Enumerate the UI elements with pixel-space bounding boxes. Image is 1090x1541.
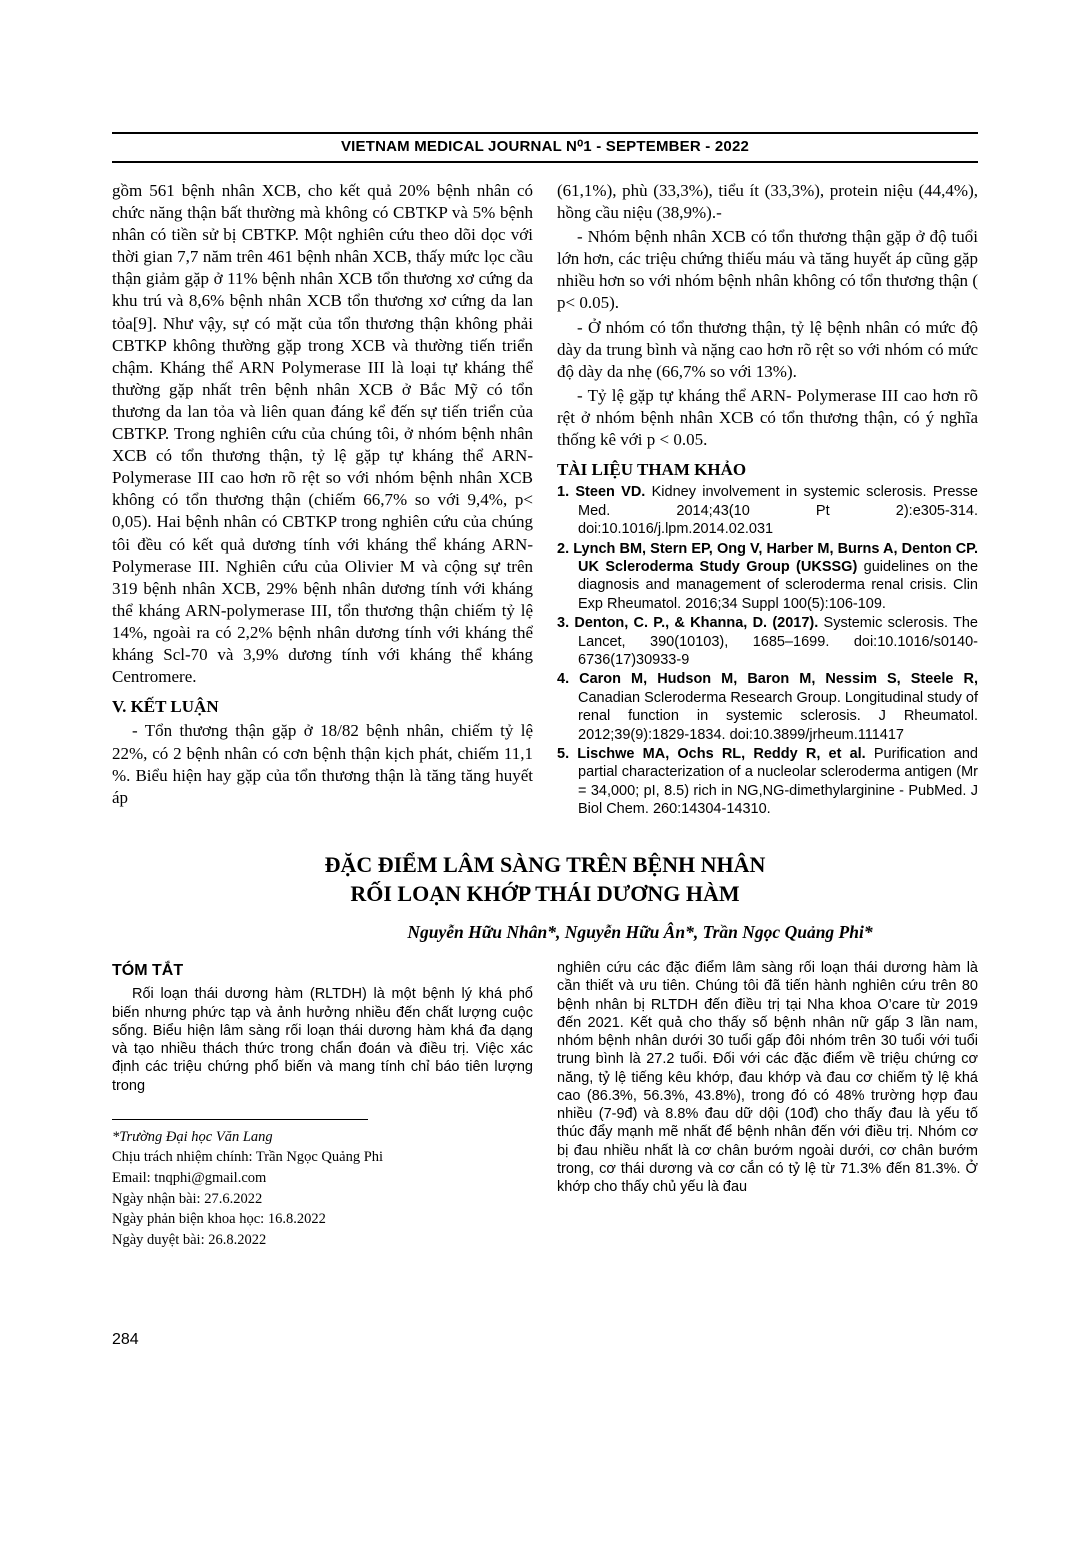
footnote	[112, 1127, 533, 1250]
reference-item	[557, 483, 978, 538]
article2-right-column	[557, 959, 978, 1250]
reference-item	[557, 614, 978, 669]
article2-title-line2: RỐI LOẠN KHỚP THÁI DƯƠNG HÀM	[350, 881, 740, 907]
footnote-received-date: Ngày nhận bài: 27.6.2022	[112, 1190, 263, 1207]
footnote-reviewed-date: Ngày phản biện khoa học: 16.8.2022	[112, 1211, 326, 1228]
article1-right-column	[557, 180, 978, 820]
reference-authors: 3. Denton, C. P., & Khanna, D. (2017).	[557, 615, 819, 632]
conclusion-heading: V. KẾT LUẬN	[112, 697, 219, 717]
abstract-heading: TÓM TẮT	[112, 962, 184, 980]
abstract-paragraph-right: nghiên cứu các đặc điểm lâm sàng rối loạn thái dương hàm là cần thiết và ưu tiên. Chúng tôi đã tiến hành nghiên cứu trên 80 bệnh nhân bị RLTDH đến điều trị tại Nha khoa O’care từ 2019 đến 2021. Kết quả cho thấy số bệnh nhân nữ gấp 3 lần nam, nhóm bệnh nhân dưới 30 tuổi gấp đôi nhóm trên 30 tuổi với tuổi trung bình là 27.2 tuổi. Đối với các đặc điểm về triệu chứng cơ năng, tỷ lệ tiếng kêu khớp, đau khớp và đau cơ chiếm tỷ lệ khá cao (86.3%, 56.3%, 43.8%), trong đó có 48% trường hợp đau nhiều (7-9đ) và 8.8% đau dữ dội (10đ) cho thấy đau là yếu tố thúc đẩy mạnh mẽ nhất để bệnh nhân đến với điều trị. Nhóm cơ bị đau nhiều nhất là cơ chân bướm ngoài dưới, cơ chân bướm trong, cơ thái dương và cơ cắn có tỷ lệ từ 71.3% đến 81.3%. Ở khớp cho thấy chủ yếu là đau	[557, 960, 978, 1196]
footnote-rule	[112, 1119, 368, 1120]
conclusion-bullet: - Tỷ lệ gặp tự kháng thể ARN- Polymerase III cao hơn rõ rệt ở nhóm bệnh nhân XCB có tổn thương thận, có ý nghĩa thống kê với p < 0.05.	[557, 385, 978, 450]
footnote-affiliation: *Trường Đại học Văn Lang	[112, 1128, 273, 1145]
reference-item	[557, 745, 978, 819]
conclusion-bullet: - Ở nhóm có tổn thương thận, tỷ lệ bệnh nhân có mức độ dày da trung bình và nặng cao hơn rõ rệt so với nhóm có mức độ dày da nhẹ (66,7% so với 13%).	[557, 317, 978, 381]
conclusion-paragraph: - Tổn thương thận gặp ở 18/82 bệnh nhân, chiếm tỷ lệ 22%, có 2 bệnh nhân có cơn bệnh thận kịch phát, chiếm 11,1 %. Biểu hiện hay gặp của tổn thương thận là tăng tăng huyết áp	[112, 721, 533, 807]
reference-authors: 2. Lynch BM, Stern EP, Ong V, Harber M, Burns A, Denton CP. UK Scleroderma Study Group (UKSSG)	[557, 540, 978, 575]
reference-authors: 5. Lischwe MA, Ochs RL, Reddy R, et al.	[557, 746, 866, 763]
article2-authors: Nguyễn Hữu Nhân*, Nguyễn Hữu Ân*, Trần Ngọc Quảng Phi*	[407, 922, 873, 943]
reference-item	[557, 670, 978, 744]
article1-section	[112, 180, 978, 820]
conclusion-bullet: - Nhóm bệnh nhân XCB có tổn thương thận gặp ở độ tuổi lớn hơn, các triệu chứng thiếu máu và tăng huyết áp cũng gặp nhiều hơn so với nhóm bệnh nhân không có tổn thương thận ( p< 0.05).	[557, 227, 978, 313]
footnote-responsible: Chịu trách nhiệm chính: Trần Ngọc Quảng Phi	[112, 1149, 384, 1166]
conclusion-continuation: (61,1%), phù (33,3%), tiểu ít (33,3%), protein niệu (44,4%), hồng cầu niệu (38,9%).-	[557, 181, 978, 223]
reference-item	[557, 540, 978, 614]
reference-text: Canadian Scleroderma Research Group. Longitudinal study of renal function in systemic sclerosis. J Rheumatol. 2012;39(9):1829-1834. doi:10.3899/jrheum.111417	[578, 689, 978, 743]
reference-authors: 4. Caron M, Hudson M, Baron M, Nessim S, Steele R,	[557, 671, 978, 688]
reference-text: Kidney involvement in systemic sclerosis. Presse Med. 2014;43(10 Pt 2):e305-314. doi:10.1016/j.lpm.2014.02.031	[578, 484, 978, 538]
reference-text: Purification and partial characterization of a nucleolar scleroderma antigen (Mr = 34,000; pI, 8.5) rich in NG,NG-dimethylarginine - PubMed. J Biol Chem. 260:14304-14310.	[578, 746, 978, 818]
reference-text: Systemic sclerosis. The Lancet, 390(10103), 1685–1699. doi:10.1016/s0140-6736(17)30933-9	[578, 615, 978, 669]
article2-title-line1: ĐẶC ĐIỂM LÂM SÀNG TRÊN BỆNH NHÂN	[324, 851, 766, 877]
article2-abstract-section	[112, 959, 978, 1250]
footnote-accepted-date: Ngày duyệt bài: 26.8.2022	[112, 1231, 267, 1248]
body-paragraph: gồm 561 bệnh nhân XCB, cho kết quả 20% bệnh nhân có chức năng thận bất thường mà không có CBTKP và 5% bệnh nhân có tiền sử bị CBTKP. Một nghiên cứu theo dõi dọc với thời gian 7,7 năm trên 461 bệnh nhân XCB, thấy mức lọc cầu thận giảm gặp ở 11% bệnh nhân XCB tổn thương xơ cứng da khu trú và 8,6% bệnh nhân XCB tổn thương xơ cứng da lan tỏa[9]. Như vậy, sự có mặt của tổn thương thận không phải CBTKP không thường gặp trong XCB và thường tiến triển chậm. Kháng thể ARN Polymerase III là loại tự kháng thể thường gặp nhất trên bệnh nhân XCB ở Bắc Mỹ có tổn thương da lan tỏa và liên quan đáng kể đến sự tiến triển của CBTKP. Trong nghiên cứu của chúng tôi, ở nhóm bệnh nhân XCB có tổn thương thận, tỷ lệ gặp tự kháng thể ARN- Polymerase III cao hơn rõ rệt so với nhóm bệnh nhân XCB không có tổn thương thận (chiếm 66,7% so với 9,4%, p< 0,05). Hai bệnh nhân có CBTKP trong nghiên cứu của chúng tôi đều có kết quả dương tính với kháng thể kháng ARN- Polymerase III. Nghiên cứu của Olivier M và cộng sự trên 319 bệnh nhân XCB, 29% bệnh nhân dương tính với kháng thể kháng ARN-polymerase III, tổn thương thận chiếm tỷ lệ 14%, ngoài ra có 2,2% bệnh nhân dương tính với kháng thể kháng Scl-70 và 3,9% dương tính với kháng thể kháng Centromere.	[112, 181, 533, 687]
page-number: 284	[112, 1331, 139, 1348]
article1-left-column	[112, 180, 533, 820]
references-list	[557, 483, 978, 818]
reference-authors: 1. Steen VD.	[557, 484, 646, 501]
journal-title: VIETNAM MEDICAL JOURNAL N⁰1 - SEPTEMBER - 2022	[340, 138, 750, 155]
reference-text: guidelines on the diagnosis and management of scleroderma renal crisis. Clin Exp Rheumatol. 2016;34 Suppl 100(5):106-109.	[578, 559, 979, 612]
footnote-email: Email: tnqphi@gmail.com	[112, 1170, 267, 1186]
references-heading: TÀI LIỆU THAM KHẢO	[557, 460, 747, 480]
journal-header	[112, 132, 978, 163]
article2-title	[112, 850, 978, 909]
abstract-paragraph-left: Rối loạn thái dương hàm (RLTDH) là một bệnh lý khá phổ biến nhưng phức tạp và ảnh hưởng nhiều đến chất lượng cuộc sống. Biểu hiện lâm sàng rối loạn thái dương hàm khá đa dạng và tạo nhiều thách thức trong chẩn đoán và điều trị. Việc xác định các triệu chứng phổ biến và mang tính chỉ báo tiên lượng trong	[112, 986, 533, 1094]
article2-left-column	[112, 959, 533, 1250]
